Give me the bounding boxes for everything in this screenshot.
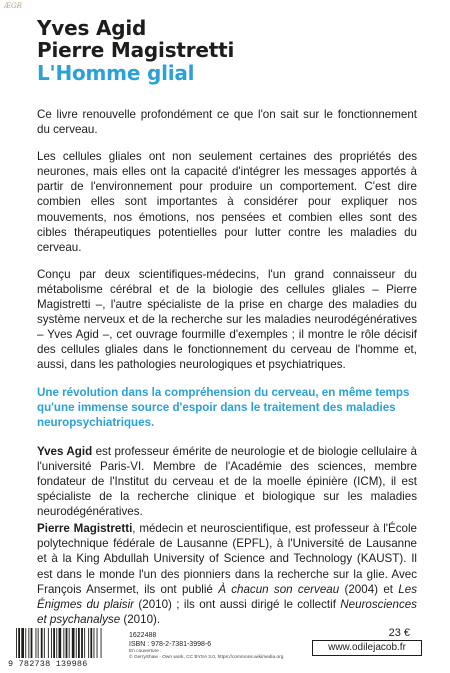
tagline: Une révolution dans la compréhension du cerveau, en même temps qu'une immense source d'espoir dans le traitement des maladies neuropsychiatriques. [37,385,410,429]
bio-agid-text: est professeur émérite de neurologie et de biologie cellulaire à l'université Paris-VI. Membre de l'Académie des sciences, membre fondateur de l'Institut du cerveau et de la moelle épinière (ICM), il est spécialiste de la recherche clinique et biologique sur les maladies neurodégénératives. [37,444,417,519]
bio-magistretti [37,521,417,627]
author-name-1: Yves Agid [37,16,147,40]
barcode-block [8,628,118,669]
book-title-3: Neurosciences et psychanalyse [37,597,417,626]
bio-magistretti-name: Pierre Magistretti [37,522,133,536]
price: 23 € [388,627,410,639]
glial-cells-paragraph: Les cellules gliales ont non seulement certaines des propriétés des neurones, mais elles ont la capacité d'intégrer les messages apportés à partir de l'environnement pour produire un comportement. C'est dire combien elles sont importantes à considérer pour expliquer nos mouvements, nos émotions, nos pensées et combien elles sont des cibles thérapeutiques potentielles pour lutter contre les maladies du cerveau. [37,150,417,254]
bio-agid [37,444,417,519]
barcode-number: 9 782738 139986 [8,659,88,669]
back-cover-text [37,107,417,639]
bio-agid-name: Yves Agid [37,444,93,458]
bio-text-mid-1: (2004) et [339,582,399,596]
intro-paragraph: Ce livre renouvelle profondément ce que l'on sait sur le fonctionnement du cerveau. [37,108,417,137]
product-code: 1622488 [129,632,157,639]
barcode [8,628,118,658]
header [37,17,234,85]
bio-text-mid-2: (2010) ; ils ont aussi dirigé le collectif [134,597,341,611]
bio-magistretti-text: , médecin et neuroscientifique, est professeur à l'École polytechnique fédérale de Lausanne (EPFL), à l'Université de Lausanne et à la King Abdullah University of Science and Technology (KAUST). Il est dans le monde l'un des pionniers dans la recherche sur la glie. Avec François Ansermet, ils ont publié [37,522,417,596]
cover-credit-label: En couverture : [129,649,162,654]
book-title-1: À chacun son cerveau [218,582,340,596]
book-title: L'Homme glial [37,61,195,85]
isbn: ISBN : 978-2-7381-3998-6 [129,641,212,648]
cover-credit: © GerryShaw · Own work, CC BYSA 3.0, https://commons.wikimedia.org [129,655,284,660]
publication-info [129,631,283,661]
bio-text-end: (2010). [120,612,161,626]
book-title-2: Les Énigmes du plaisir [37,582,417,611]
authors-paragraph: Conçu par deux scientifiques-médecins, l'un grand connaisseur du métabolisme cérébral et de la biologie des cellules gliales – Pierre Magistretti –, l'autre spécialiste de la prise en charge des maladies du système nerveux et de la recherche sur les maladies neurodégénératives – Yves Agid –, cet ouvrage fourmille d'exemples ; il montre le rôle décisif des cellules gliales dans le fonctionnement du cerveau de l'homme et, aussi, dans les pathologies neurologiques et psychiatriques. [37,267,417,372]
handwritten-mark: ÆGR [4,2,22,10]
website-link[interactable]: www.odilejacob.fr [312,640,422,656]
author-name-2: Pierre Magistretti [37,38,235,62]
